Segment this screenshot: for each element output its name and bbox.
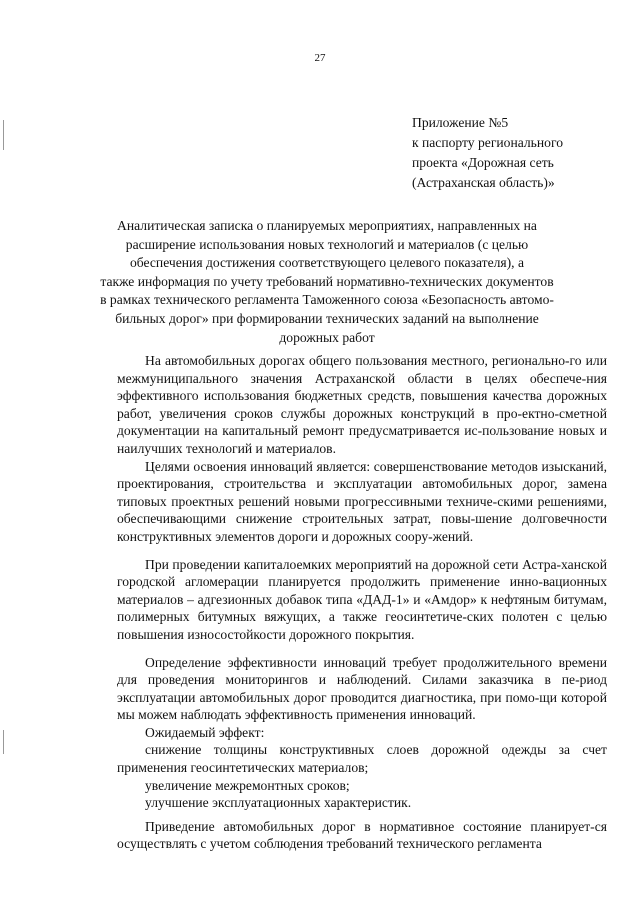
body-paragraph: Ожидаемый эффект: [145, 724, 265, 740]
appendix-line: к паспорту регионального [412, 135, 563, 150]
body-paragraph: При проведении капиталоемких мероприятий на дорожной сети Астра-ханской городской агломерации планируется продолжить применение инно-вационных материалов – адгезионных добавок типа «ДАД-1» и «Амдор» к нефтяным битумам, полимерных битумных вяжущих, а также геосинтетиче-ских полотен с целью повышения износостойкости дорожного покрытия. [117, 556, 607, 642]
appendix-header [412, 113, 563, 193]
body-paragraph: Приведение автомобильных дорог в нормативное состояние планирует-ся осуществлять с учетом соблюдения требований технического регламента [117, 818, 607, 852]
body-paragraph: Целями освоения инноваций является: совершенствование методов изысканий, проектирования, строительства и эксплуатации автомобильных дорог, замена типовых проектных решений новыми прогрессивными техниче-скими решениями, обеспечивающими снижение строительных затрат, повы-шение долговечности конструктивных элементов дороги и дорожных соору-жений. [117, 458, 607, 544]
title-line: бильных дорог» при формировании технических заданий на выполнение [115, 310, 539, 326]
body-paragraph: снижение толщины конструктивных слоев дорожной одежды за счет применения геосинтетических материалов; [117, 742, 607, 776]
document-body [117, 352, 607, 853]
body-paragraph: Определение эффективности инноваций требует продолжительного времени для проведения мониторингов и наблюдений. Силами заказчика в пе-риод эксплуатации автомобильных дорог проводится диагностика, при помо-щи которой мы можем наблюдать эффективность применения инноваций. [117, 654, 607, 723]
title-line: Аналитическая записка о планируемых мероприятиях, направленных на [117, 218, 537, 233]
appendix-line: Приложение №5 [412, 115, 509, 130]
margin-mark [3, 120, 4, 150]
title-line: обеспечения достижения соответствующего целевого показателя), а [129, 255, 524, 271]
body-paragraph: увеличение межремонтных сроков; [145, 777, 350, 793]
appendix-line: (Астраханская область)» [412, 175, 555, 190]
document-title [100, 217, 554, 347]
page-number: 27 [314, 52, 326, 64]
body-paragraph: улучшение эксплуатационных характеристик. [145, 795, 412, 811]
title-line: дорожных работ [279, 329, 375, 345]
margin-mark [3, 730, 4, 754]
body-paragraph: На автомобильных дорогах общего пользования местного, регионально-го или межмуниципального значения Астраханской области в целях обеспече-ния эффективного использования бюджетных средств, повышения качества дорожных работ, увеличения сроков службы дорожных конструкций в про-ектно-сметной документации на капитальный ремонт предусматривается ис-пользование новых и наилучших технологий и материалов. [117, 353, 607, 456]
title-line: в рамках технического регламента Таможенного союза «Безопасность автомо- [100, 292, 554, 308]
appendix-line: проекта «Дорожная сеть [412, 155, 554, 170]
title-line: также информация по учету требований нормативно-технических документов [100, 273, 554, 289]
title-line: расширение использования новых технологий и материалов (с целью [125, 236, 529, 252]
